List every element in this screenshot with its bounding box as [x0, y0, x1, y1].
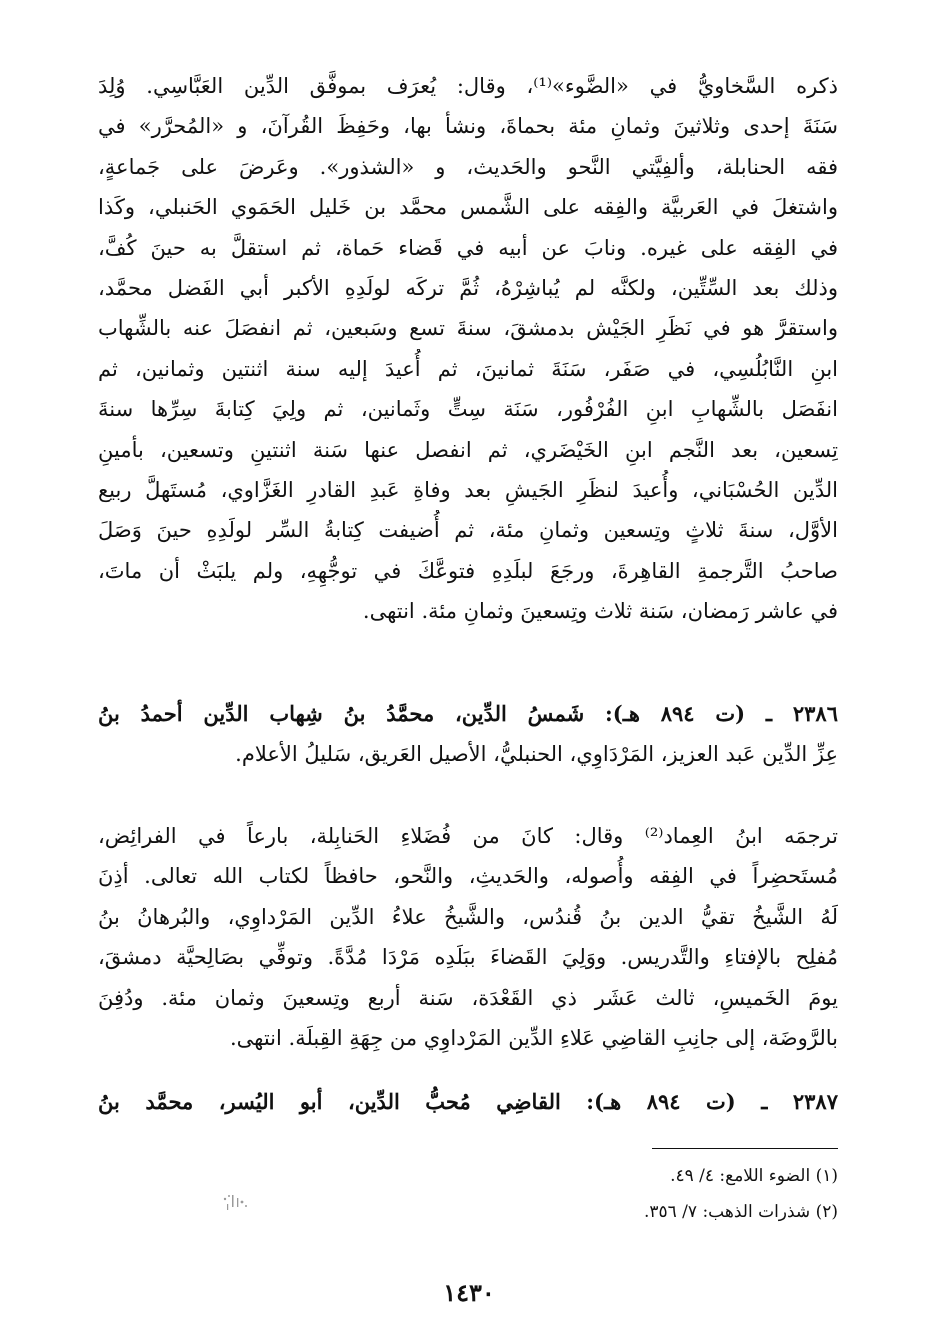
biography-paragraph-continued — [98, 66, 838, 631]
text-line: في الفِقه على غيره. ونابَ عن أبيه في قَضاء حَماة، ثم استقلَّ به حينَ كُفَّ، — [98, 235, 838, 260]
footnote-divider — [652, 1148, 838, 1149]
text-line: سَنَةَ إحدى وثلاثينَ وثمانِ مئة بحماةَ، ونشأ بها، وحَفِظَ القُرآنَ، و «المُحرَّر» في — [98, 114, 838, 139]
entry-heading-2387 — [98, 1082, 838, 1122]
text-line: وذلك بعد السِّتِّين، ولكنَّه لم يُباشِرْهُ، ثُمَّ تركَه لولَدِهِ الأكبر أبي الفَضل محمَّد، — [98, 275, 838, 300]
entry-title-line: ٢٣٨٦ ـ (ت ٨٩٤ هـ): شَمسُ الدِّين، محمَّدُ بنُ شِهاب الدِّين أحمدُ بنُ — [98, 701, 838, 726]
text-line: بالرَّوضَة، إلى جانِبِ القاضِي عَلاءِ الدِّين المَرْداوِي من جِهَةِ القِبلَة. انتهى. — [229, 1025, 838, 1050]
text-line: فقه الحنابلة، وألفِيَّتي النَّحو والحَديث، و «الشذور». وعَرضَ على جَماعةٍ، — [98, 154, 838, 179]
text-line: لَهُ الشَّيخُ تقيُّ الدين بنُ قُندُس، والشَّيخُ علاءُ الدِّين المَرْداوِي، والبُرهانُ بنُ — [98, 904, 838, 929]
text-line: ذكره السَّخاويُّ في «الضَّوء»⁽¹⁾، وقال: يُعرَف بموفَّق الدِّين العَبَّاسِي. وُلِدَ — [98, 74, 838, 98]
footnote-2: (٢) شذرات الذهب: ٧/ ٣٥٦. — [643, 1202, 838, 1222]
footnotes — [98, 1158, 838, 1230]
text-line: انفَصَل بالشِّهابِ ابنِ الفُرْفُور، سَنَة سِتٍّ وثَمانين، ثم ولِيَ كِتابةَ سِرِّها سنةَ — [98, 397, 838, 422]
text-line: تِسعين، بعد النَّجم ابنِ الخَيْضَري، ثم انفصل عنها سَنة اثنتينِ وتسعين، بأمينِ — [98, 437, 838, 462]
entry-title-line: ٢٣٨٧ ـ (ت ٨٩٤ هـ): القاضِي مُحبُّ الدِّين، أبو اليُسر، محمَّد بنُ — [98, 1089, 838, 1114]
text-line: واشتغلَ في العَربيَّة والفِقه على الشَّمس محمَّد بن خَليل الحَمَوي الحَنبلي، وكَذا — [98, 195, 838, 220]
footnote-1: (١) الضوء اللامع: ٤/ ٤٩. — [670, 1166, 838, 1186]
biography-paragraph-2386 — [98, 816, 838, 1058]
text-line: الأوَّل، سنةَ ثلاثٍ وتِسعين وثمانِ مئة، ثم أُضيفت كِتابةُ السِّر لولَدِهِ حينَ وَصَلَ — [98, 518, 838, 543]
text-line: واستقرَّ هو في نَظَرِ الجَيْش بدمشقَ، سنةَ تسع وسَبعين، ثم انفصَلَ عنه بالشِّهاب — [98, 316, 838, 341]
text-line: يومَ الخَميسِ، ثالث عَشَر ذي القَعْدَة، سَنة أربع وتِسعينَ وثمان مئة. ودُفِنَ — [98, 985, 838, 1010]
text-line: مُفلِح بالإفتاءِ والتَّدريس. ووَلِيَ القَضاءَ ببَلَدِه مَرْدَا مُدَّةً. وتوفِّي بصَالِحيَّة دمشقَ، — [98, 945, 838, 970]
text-line: ترجمَه ابنُ العِماد⁽²⁾ وقال: كانَ من فُضَلاءِ الحَنابِلة، بارعاً في الفرائِض، — [98, 824, 838, 848]
text-line: ابنِ النَّابُلُسِي، في صَفَر، سَنَةَ ثمانينَ، ثم أُعيدَ إليه سنة اثنتين وثمانين، ثم — [98, 356, 838, 381]
text-line: في عاشر رَمضان، سَنة ثلاث وتِسعينَ وثمانِ مئة. انتهى. — [362, 599, 838, 624]
ink-smudge-icon — [219, 1190, 253, 1216]
page-number: ١٤٣٠ — [443, 1278, 495, 1307]
text-line: مُستَحضِراً في الفِقه وأُصوله، والحَديثِ، والنَّحو، حافظاً لكتاب الله تعالى. أذِنَ — [98, 864, 838, 889]
entry-title-line: عِزِّ الدِّين عَبد العزيز، المَرْدَاوِي، الحنبليُّ، الأصيل العَريق، سَليلُ الأعلام. — [235, 742, 838, 767]
entry-heading-2386 — [98, 694, 838, 775]
text-line: الدِّين الحُسْبَاني، وأُعيدَ لنظَرِ الجَيشِ بعد وفاةِ عَبدِ القادرِ الغَزَّاوي، مُستَهلَّ ربيع — [98, 477, 838, 502]
text-line: صاحبُ التَّرجمةِ القاهِرةَ، ورجَعَ لبلَدِهِ فتوعَّكَ في توجُّهِهِ، ولم يلبَثْ أن ماتَ، — [98, 558, 838, 583]
